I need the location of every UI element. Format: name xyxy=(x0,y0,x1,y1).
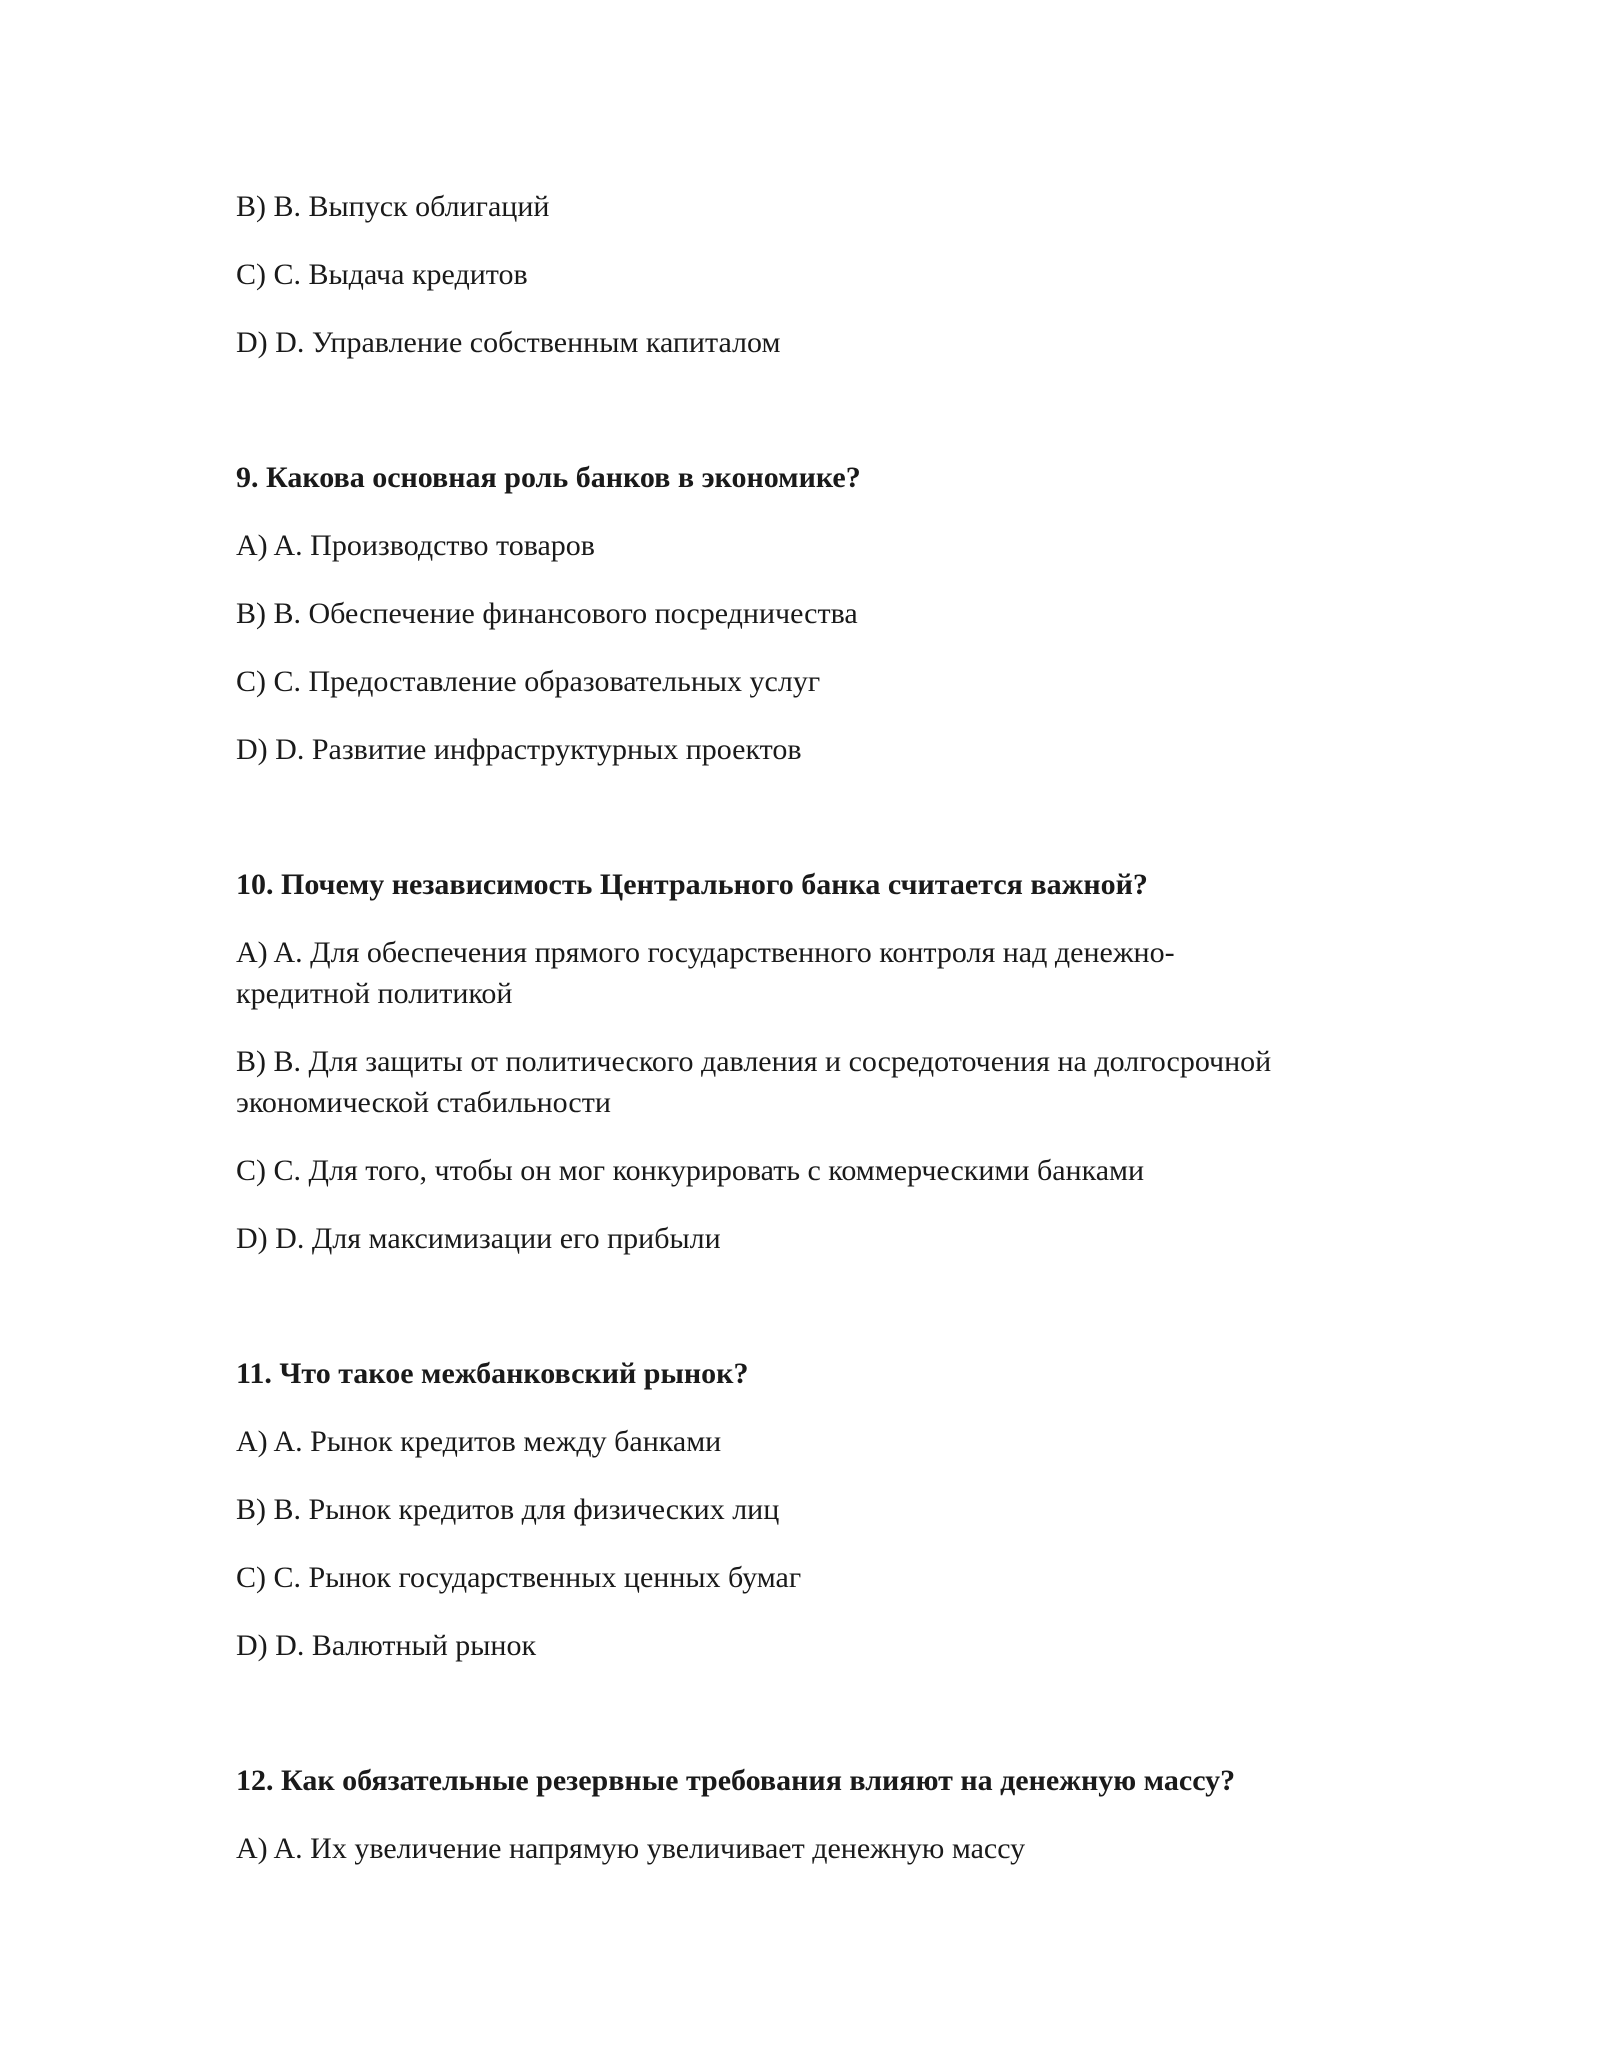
question-11-option-b: B) B. Рынок кредитов для физических лиц xyxy=(236,1493,780,1526)
question-10-option-c: C) C. Для того, чтобы он мог конкурировать с коммерческими банками xyxy=(236,1154,1145,1187)
prev-option-c: C) C. Выдача кредитов xyxy=(236,258,528,291)
question-12-option-a: A) A. Их увеличение напрямую увеличивает денежную массу xyxy=(236,1832,1026,1865)
question-9-option-c: C) C. Предоставление образовательных услуг xyxy=(236,665,821,698)
question-10-option-a: A) A. Для обеспечения прямого государственного контроля над денежно-кредитной политикой xyxy=(236,936,1175,1010)
question-9-title: 9. Какова основная роль банков в экономике? xyxy=(236,461,861,494)
question-10-title: 10. Почему независимость Центрального банка считается важной? xyxy=(236,868,1148,901)
question-11-option-a: A) A. Рынок кредитов между банками xyxy=(236,1425,722,1458)
question-11-option-d: D) D. Валютный рынок xyxy=(236,1629,537,1662)
question-9-option-d: D) D. Развитие инфраструктурных проектов xyxy=(236,733,802,766)
question-10-option-d: D) D. Для максимизации его прибыли xyxy=(236,1222,721,1255)
question-10-option-b: B) B. Для защиты от политического давления и сосредоточения на долгосрочной экономической стабильности xyxy=(236,1045,1272,1119)
question-11-option-c: C) C. Рынок государственных ценных бумаг xyxy=(236,1561,802,1594)
question-12-title: 12. Как обязательные резервные требования влияют на денежную массу? xyxy=(236,1764,1236,1797)
question-11-title: 11. Что такое межбанковский рынок? xyxy=(236,1357,749,1390)
question-9-option-b: B) B. Обеспечение финансового посредничества xyxy=(236,597,858,630)
prev-option-d: D) D. Управление собственным капиталом xyxy=(236,326,781,359)
question-9-option-a: A) A. Производство товаров xyxy=(236,529,595,562)
prev-option-b: B) B. Выпуск облигаций xyxy=(236,190,550,223)
